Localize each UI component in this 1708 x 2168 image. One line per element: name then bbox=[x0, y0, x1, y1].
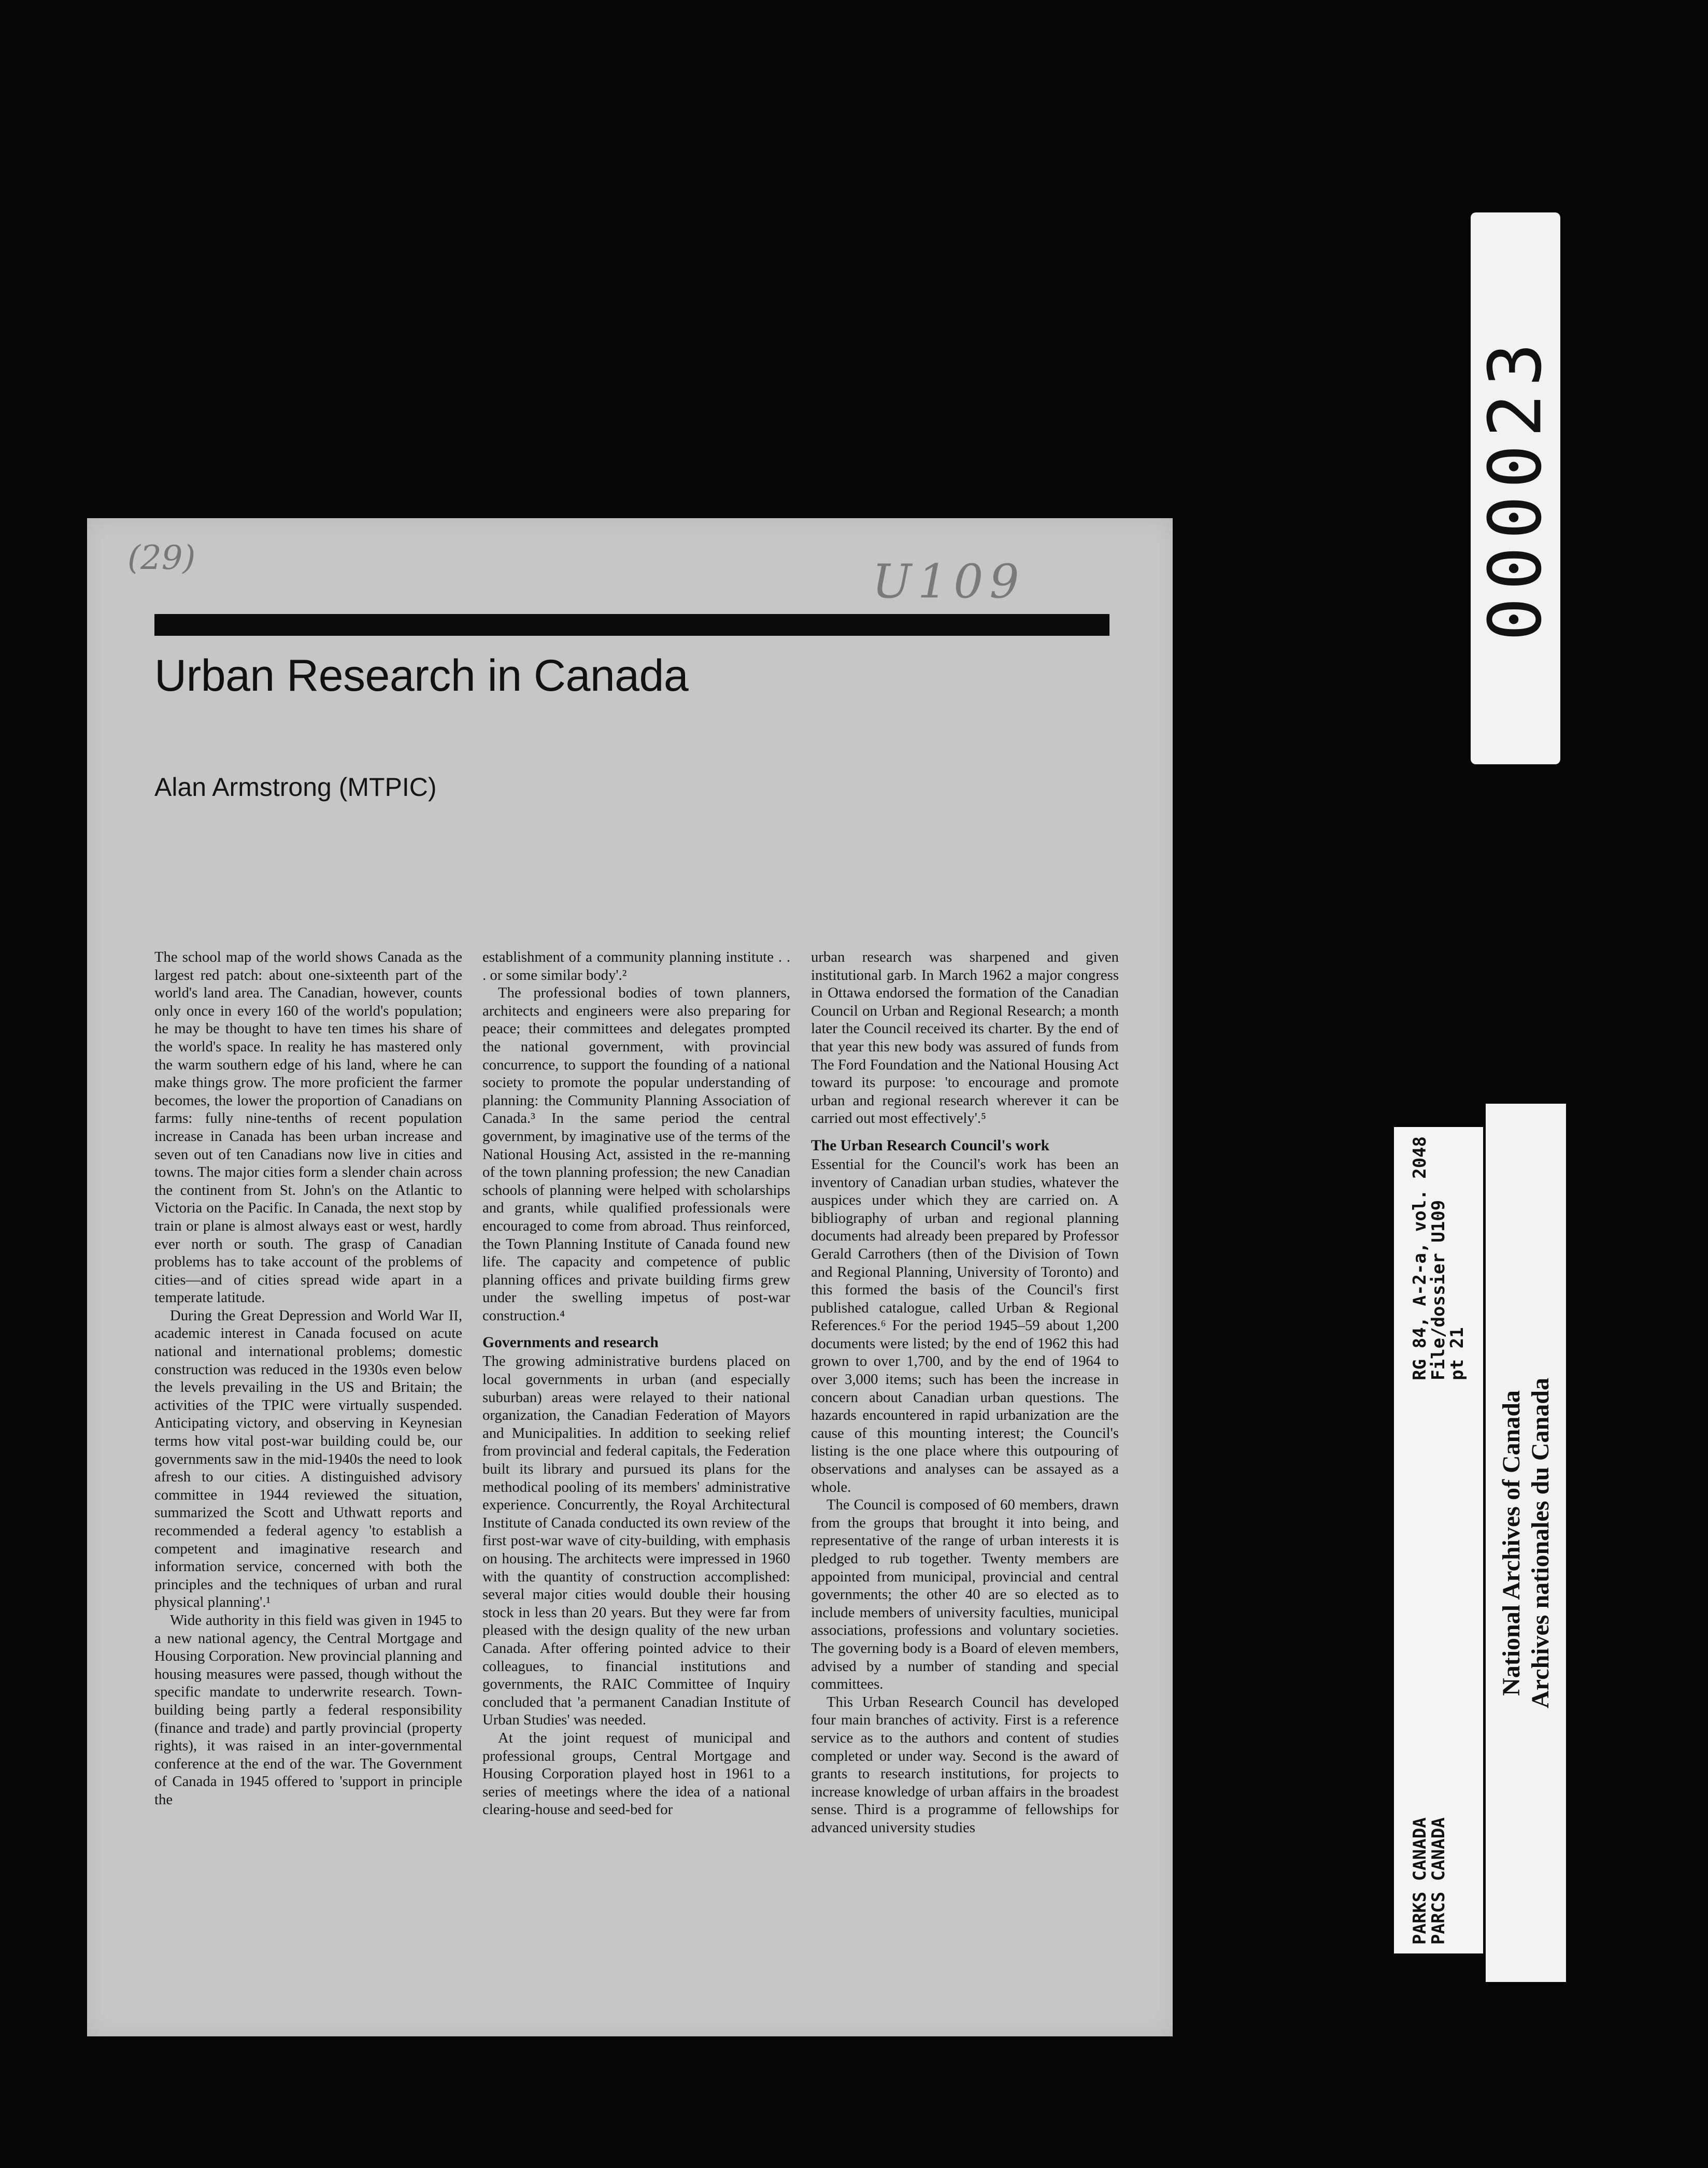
article-title: Urban Research in Canada bbox=[154, 651, 689, 701]
section-heading-council: The Urban Research Council's work bbox=[811, 1137, 1050, 1154]
reference-line-3: pt 21 bbox=[1447, 1327, 1468, 1380]
frame-number: 000023 bbox=[1473, 335, 1558, 641]
text-column-2 bbox=[482, 948, 790, 1819]
paragraph: The Council is composed of 60 members, drawn from the groups that brought it into being, and representative of the range of urban interests it is pledged to rub together. Twenty members are appointed from municipal, provincial and central governments; the other 40 are so elected as to include members of university faculties, municipal associations, professions and voluntary societies. The governing body is a Board of eleven members, advised by a number of standing and special committees. bbox=[811, 1496, 1119, 1693]
paragraph: establishment of a community planning institute . . . or some similar body'.² bbox=[482, 949, 790, 983]
paragraph: The growing administrative burdens placed on local governments in urban (and especially suburban) areas were relayed to their national organization, the Canadian Federation of Mayors and Municipalities. In addition to seeking relief from provincial and federal capitals, the Federation built its library and pursued its plans for the methodical pooling of its members' administrative experience. Concurrently, the Royal Architectural Institute of Canada conducted its own review of the first post-war wave of city-building, with emphasis on housing. The architects were impressed in 1960 with the quantity of construction accomplished: several major cities would double their housing stock in less than 20 years. But they were far from pleased with the design quality of the new urban Canada. After offering pointed advice to their colleagues, to financial institutions and governments, the RAIC Committee of Inquiry concluded that 'a permanent Canadian Institute of Urban Studies' was needed. bbox=[482, 1353, 790, 1729]
paragraph: At the joint request of municipal and professional groups, Central Mortgage and Housing Corporation played host in 1961 to a series of meetings where the idea of a national clearing-house and seed-bed for bbox=[482, 1729, 790, 1818]
archives-name-fr: Archives nationales du Canada bbox=[1526, 1377, 1554, 1708]
paragraph: This Urban Research Council has developed four main branches of activity. First is a reference service as to the authors and content of studies completed or under way. Second is the award of grants to research institutions, for projects to increase knowledge of urban affairs in the broadest sense. Third is a programme of fellowships for advanced university studies bbox=[811, 1693, 1119, 1836]
parks-canada-label bbox=[1394, 1127, 1483, 1953]
parks-name-fr: PARCS CANADA bbox=[1428, 1817, 1449, 1945]
paragraph: Wide authority in this field was given in 1945 to a new national agency, the Central Mortgage and Housing Corporation. New provincial planning and housing measures were passed, though without the specific mandate to underwrite research. Town-building being partly a federal responsibility (finance and trade) and partly provincial (property rights), it was raised in an inter-governmental conference at the end of the war. The Government of Canada in 1945 offered to 'support in principle the bbox=[154, 1611, 462, 1808]
title-rule-bar bbox=[154, 614, 1109, 636]
paragraph: The school map of the world shows Canada as the largest red patch: about one-sixteenth part of the world's land area. The Canadian, however, counts only once in every 160 of the world's population; he may be thought to have ten times his share of the world's space. In reality he has mastered only the warm southern edge of his land, where he can make things grow. The more proficient the farmer becomes, the lower the proportion of Canadians on farms: fully nine-tenths of recent population increase in Canada has been urban increase and seven out of ten Canadians now live in cities and towns. The major cities form a slender chain across the continent from St. John's on the Atlantic to Victoria on the Pacific. In Canada, the next stop by train or plane is almost always east or west, hardly ever north or south. The grasp of Canadian problems has to take account of the problems of cities—and of cities spread wide apart in a temperate latitude. bbox=[154, 949, 462, 1306]
document-page bbox=[87, 518, 1173, 2036]
frame-number-stamp bbox=[1471, 212, 1560, 764]
reference-line-2: File/dossier U109 bbox=[1428, 1200, 1449, 1380]
paragraph: Essential for the Council's work has been an inventory of Canadian urban studies, whatever the auspices under which they are carried on. A bibliography of urban and regional planning documents had already been prepared by Professor Gerald Carrothers (then of the Division of Town and Regional Planning, University of Toronto) and this formed the basis of the Council's first published catalogue, called Urban & Regional References.⁶ For the period 1945–59 about 1,200 documents were listed; by the end of 1962 this had grown to over 1,700, and by the end of 1964 to over 3,000 items; such has been the increase in concern about Canadian urban questions. The hazards encountered in rapid urbanization are the cause of this mounting interest; the Council's listing is the one place where this outpouring of observations and analyses can be assayed as a whole. bbox=[811, 1156, 1119, 1495]
paragraph: During the Great Depression and World War II, academic interest in Canada focused on acute national and international problems; domestic construction was reduced in the 1930s even below the levels prevailing in the US and Britain; the activities of the TPIC were virtually suspended. Anticipating victory, and observing in Keynesian terms how vital post-war building could be, our governments saw in the mid-1940s the need to look afresh to our cities. A distinguished advisory committee in 1944 reviewed the situation, summarized the Scott and Uthwatt reports and recommended a federal agency 'to establish a competent and imaginative research and information service, concerned with both the principles and the techniques of urban and rural physical planning'.¹ bbox=[154, 1307, 462, 1611]
section-heading-governments: Governments and research bbox=[482, 1334, 659, 1351]
paragraph: The professional bodies of town planners, architects and engineers were also preparing for peace; their committees and delegates prompted the national government, with provincial concurrence, to support the founding of a national society to promote the popular understanding of planning: the Community Planning Association of Canada.³ In the same period the central government, by imaginative use of the terms of the National Housing Act, assisted in the re-manning of the town planning profession; the new Canadian schools of planning were helped with scholarships and grants, while qualified professionals were encouraged to come from abroad. Thus reinforced, the Town Planning Institute of Canada found new life. The capacity and competence of public planning offices and private building firms grew under the swelling impetus of post-war construction.⁴ bbox=[482, 985, 790, 1324]
archives-name-en: National Archives of Canada bbox=[1497, 1390, 1525, 1696]
handwritten-page-mark: (29) bbox=[127, 539, 196, 577]
text-column-3 bbox=[811, 948, 1119, 1837]
reference-line-1: RG 84, A-2-a, vol. 2048 bbox=[1410, 1136, 1430, 1380]
article-author: Alan Armstrong (MTPIC) bbox=[154, 773, 437, 802]
parks-name-en: PARKS CANADA bbox=[1410, 1817, 1430, 1945]
national-archives-label bbox=[1486, 1104, 1566, 1982]
text-column-1 bbox=[154, 948, 462, 1809]
handwritten-file-mark: U109 bbox=[872, 554, 1026, 609]
paragraph: urban research was sharpened and given institutional garb. In March 1962 a major congress in Ottawa endorsed the formation of the Canadian Council on Urban and Regional Research; a month later the Council received its charter. By the end of that year this new body was assured of funds from The Ford Foundation and the National Housing Act toward its purpose: 'to encourage and promote urban and regional research wherever it can be carried out most effectively'.⁵ bbox=[811, 949, 1119, 1127]
